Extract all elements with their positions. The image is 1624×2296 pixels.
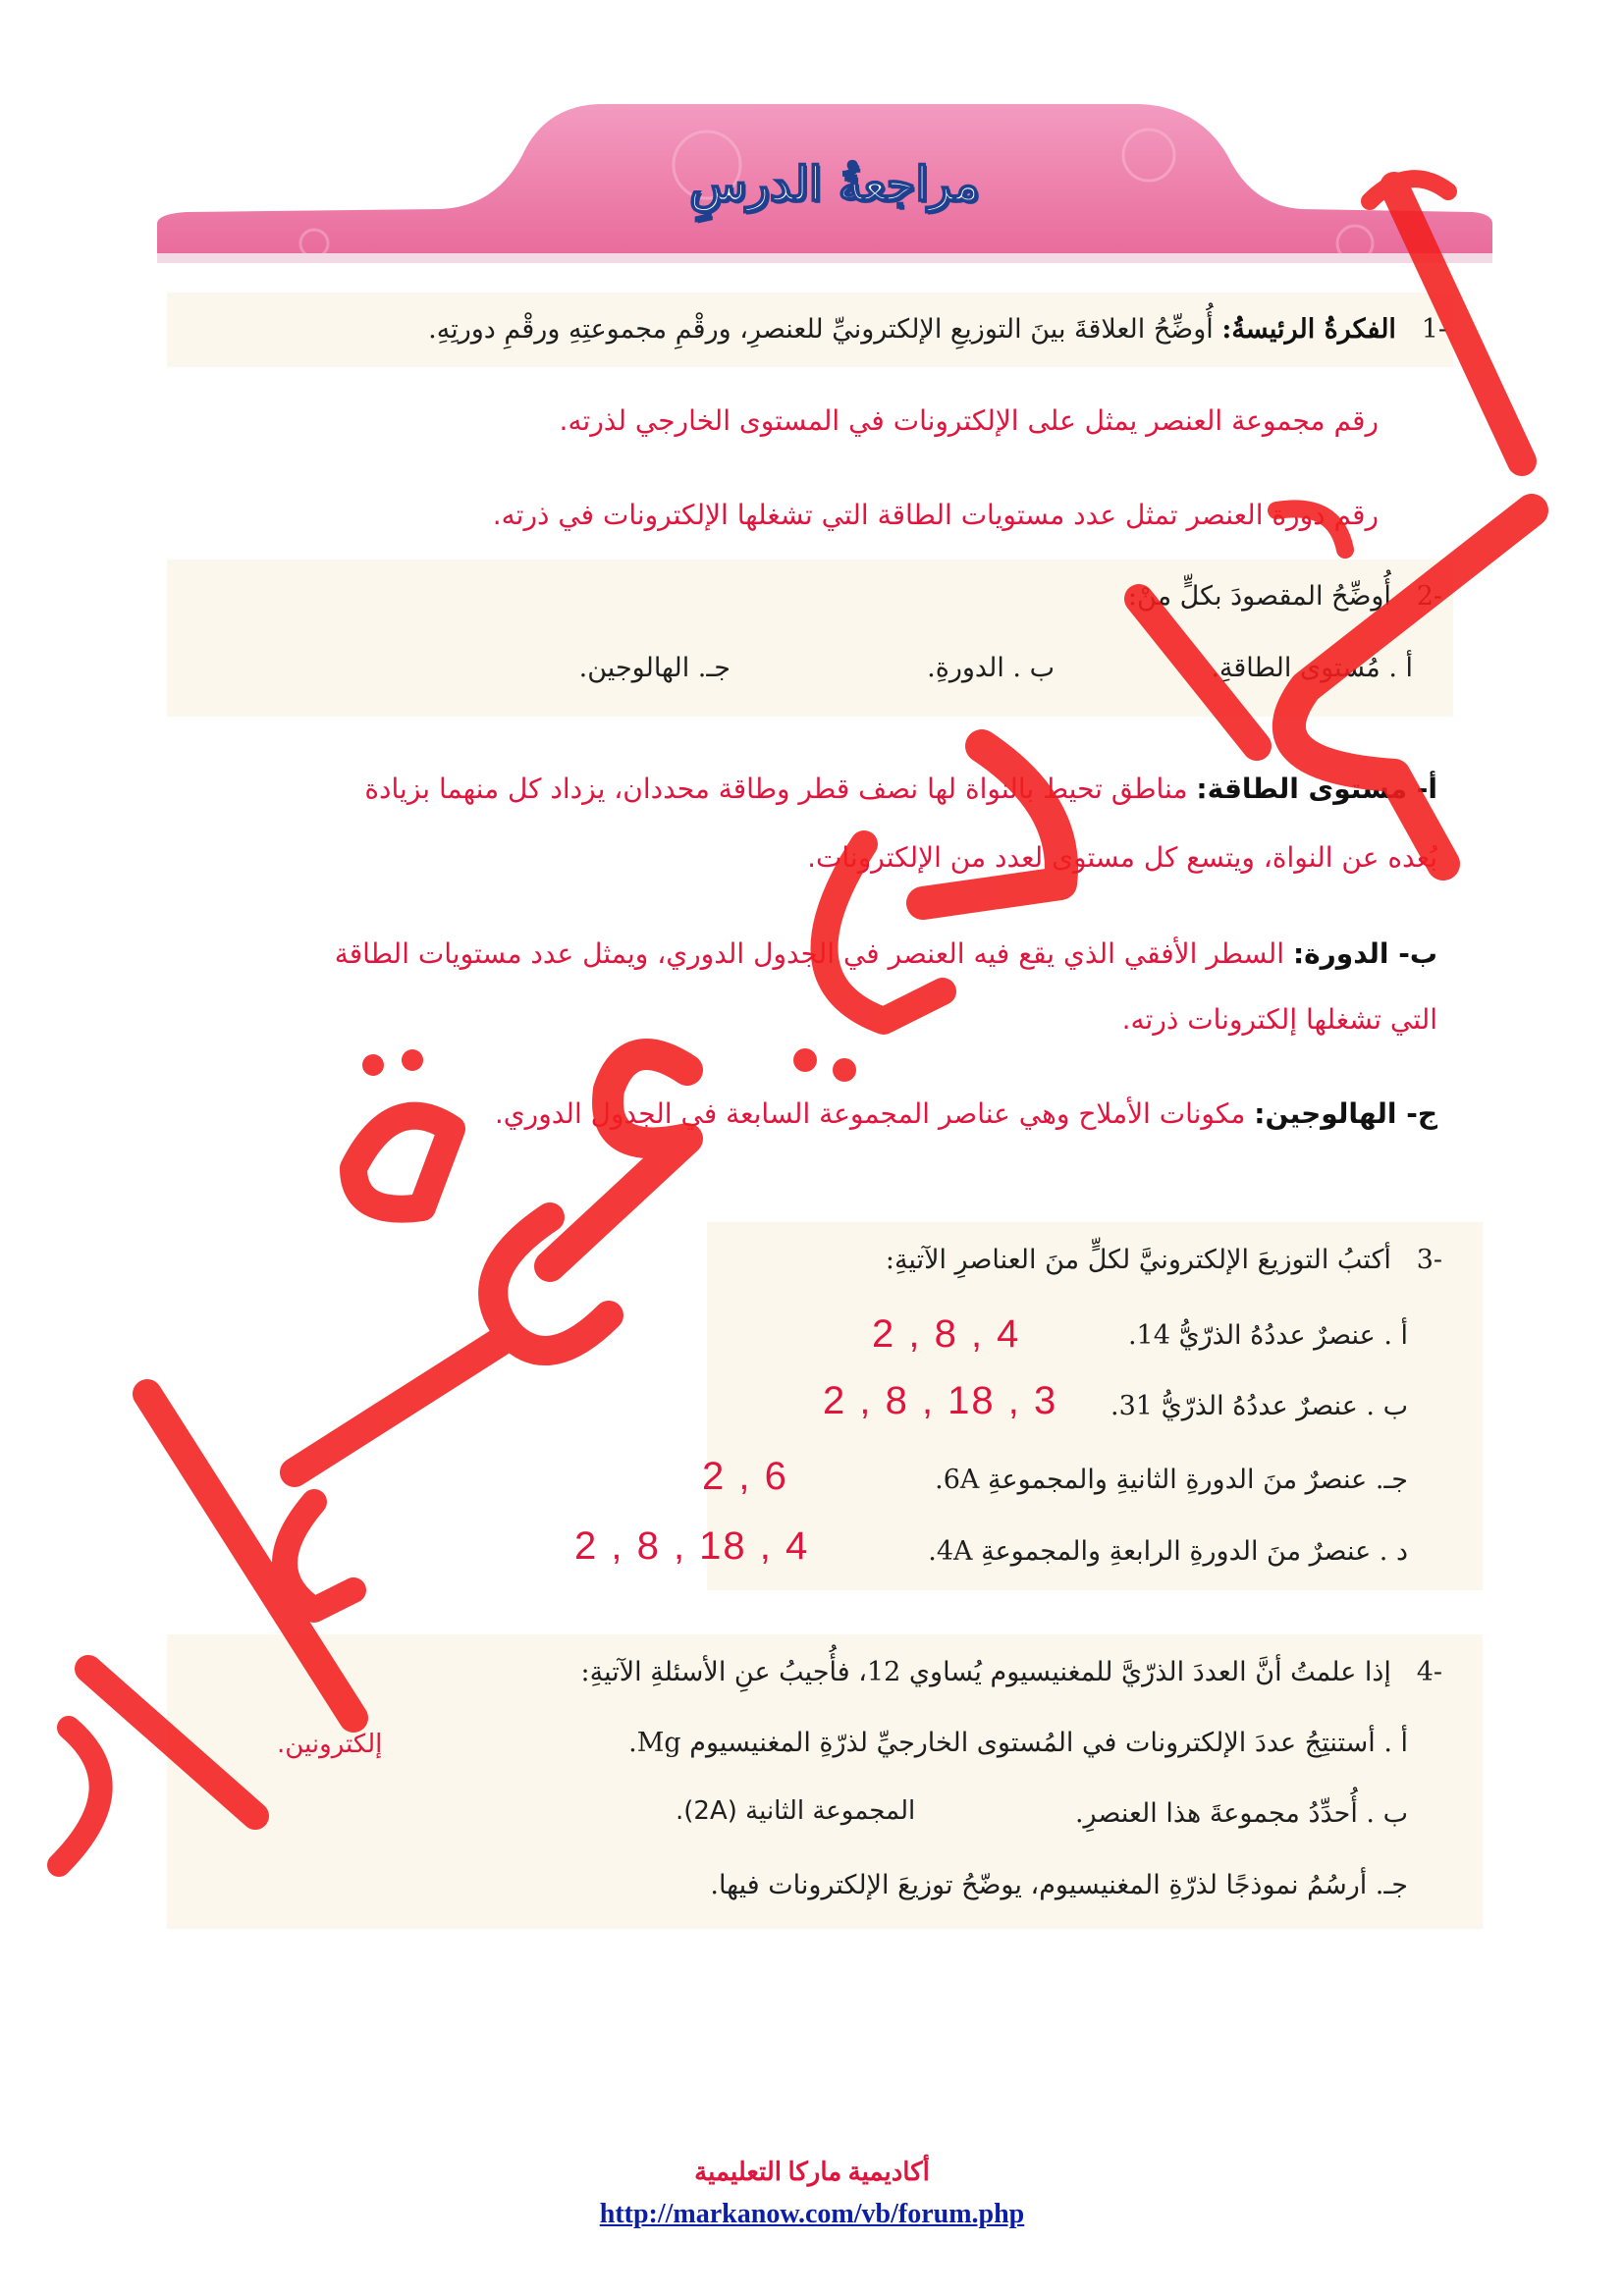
q3-item-a: أ . عنصرٌ عددُهُ الذرّيُّ 14.: [1127, 1320, 1408, 1351]
q3-text: أكتبُ التوزيعَ الإلكترونيَّ لكلٍّ منَ العناصرِ الآتيةِ:: [885, 1245, 1391, 1275]
q4-text: إذا علمتُ أنَّ العددَ الذرّيَّ للمغنيسيوم يُساوي 12، فأُجيبُ عنِ الأسئلةِ الآتيةِ:: [580, 1657, 1391, 1687]
q2-answer-c-label: ج- الهالوجين:: [1254, 1097, 1437, 1130]
q4-answer-a: إلكترونين.: [277, 1730, 383, 1759]
q2-option-c: جـ. الهالوجين.: [578, 653, 731, 683]
q4-item-b: ب . أُحدِّدُ مجموعةَ هذا العنصرِ.: [1074, 1798, 1408, 1829]
q2-answer-b-line2: التي تشغلها إلكترونات ذرته.: [1121, 1003, 1437, 1036]
q2-answer-a: [364, 773, 1437, 805]
banner-title: مراجعةُ الدرسِ: [689, 157, 980, 212]
q2-answer-a-line2: بُعده عن النواة، ويتسع كل مستوى لعدد من الإلكترونات.: [807, 841, 1437, 874]
q3-question: [886, 1245, 1442, 1275]
q1-number: -1: [1421, 314, 1447, 345]
footer-academy-name: أكاديمية ماركا التعليمية: [694, 2158, 930, 2186]
q2-number: -2: [1416, 581, 1442, 612]
q3-item-d: د . عنصرٌ منَ الدورةِ الرابعةِ والمجموعةِ 4A.: [928, 1536, 1408, 1567]
q2-answer-a-label: أ- مستوى الطاقة:: [1196, 773, 1437, 805]
q3-item-b: ب . عنصرٌ عددُهُ الذرّيُّ 31.: [1110, 1391, 1408, 1421]
q4-answer-b: المجموعة الثانية (2A).: [676, 1796, 916, 1826]
q3-answer-b: 2 , 8 , 18 , 3: [823, 1379, 1058, 1422]
q2-answer-c: [495, 1097, 1437, 1130]
q1-answer-1: رقم مجموعة العنصر يمثل على الإلكترونات في المستوى الخارجي لذرته.: [559, 404, 1379, 437]
q4-number: -4: [1416, 1657, 1442, 1687]
q3-answer-c: 2 , 6: [702, 1455, 788, 1498]
q2-option-b: ب . الدورةِ.: [927, 653, 1055, 683]
q3-answer-a: 2 , 8 , 4: [872, 1312, 1021, 1356]
q2-answer-b: [335, 937, 1437, 970]
q4-item-a: أ . أستنتِجُ عددَ الإلكترونات في المُستوى الخارجيِّ لذرّةِ المغنيسيوم Mg.: [628, 1728, 1408, 1758]
q4-item-c: جـ. أرسُمُ نموذجًا لذرّةِ المغنيسيوم، يوضّحُ توزيعَ الإلكترونات فيها.: [710, 1870, 1408, 1900]
q3-item-c: جـ. عنصرٌ منَ الدورةِ الثانيةِ والمجموعةِ 6A.: [935, 1465, 1408, 1495]
q1-question: [428, 314, 1447, 345]
q2-answer-a-line1: مناطق تحيط بالنواة لها نصف قطر وطاقة محددان، يزداد كل منهما بزيادة: [364, 773, 1188, 805]
q4-question: [581, 1657, 1442, 1687]
q1-label: الفكرةُ الرئيسةُ:: [1221, 314, 1396, 345]
q1-answer-2: رقم دورة العنصر تمثل عدد مستويات الطاقة التي تشغلها الإلكترونات في ذرته.: [492, 499, 1379, 531]
lesson-review-banner: [157, 96, 1492, 263]
q2-text: أُوضِّحُ المقصودَ بكلٍّ منْ:: [1127, 581, 1391, 612]
q1-text: أُوضِّحُ العلاقةَ بينَ التوزيعِ الإلكترونيِّ للعنصرِ، ورقْمِ مجموعتِهِ ورقْمِ دورتِهِ.: [428, 314, 1214, 345]
q2-answer-b-label: ب- الدورة:: [1292, 937, 1437, 970]
q2-question: [1128, 581, 1442, 612]
q2-option-a: أ . مُستوى الطاقةِ.: [1211, 653, 1413, 683]
q3-number: -3: [1416, 1245, 1442, 1275]
footer-forum-link[interactable]: http://markanow.com/vb/forum.php: [599, 2199, 1025, 2229]
q2-answer-c-line1: مكونات الأملاح وهي عناصر المجموعة السابعة في الجدول الدوري.: [494, 1097, 1246, 1130]
q3-answer-d: 2 , 8 , 18 , 4: [574, 1524, 810, 1568]
q2-answer-b-line1: السطر الأفقي الذي يقع فيه العنصر في الجدول الدوري، ويمثل عدد مستويات الطاقة: [334, 937, 1285, 970]
